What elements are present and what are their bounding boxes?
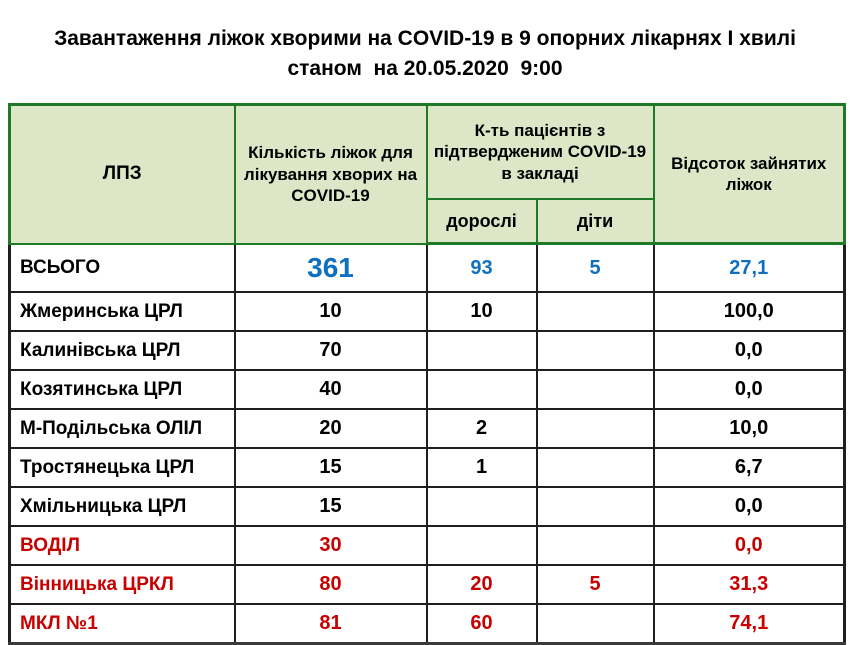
adults-value: 93 bbox=[427, 244, 537, 293]
beds-value: 70 bbox=[235, 331, 427, 370]
table-header bbox=[10, 105, 845, 244]
adults-value: 60 bbox=[427, 604, 537, 644]
percent-value: 0,0 bbox=[654, 331, 845, 370]
hospital-name: МКЛ №1 bbox=[10, 604, 235, 644]
table-row bbox=[10, 292, 845, 331]
hospital-name: ВОДІЛ bbox=[10, 526, 235, 565]
adults-value: 20 bbox=[427, 565, 537, 604]
beds-value: 10 bbox=[235, 292, 427, 331]
adults-value bbox=[427, 487, 537, 526]
children-value bbox=[537, 487, 654, 526]
children-value bbox=[537, 604, 654, 644]
percent-value: 0,0 bbox=[654, 526, 845, 565]
header-patients: К-ть пацієнтів з підтвердженим COVID-19 в закладі bbox=[427, 105, 654, 200]
beds-value: 80 bbox=[235, 565, 427, 604]
table-row bbox=[10, 370, 845, 409]
header-adults: дорослі bbox=[427, 199, 537, 244]
children-value bbox=[537, 370, 654, 409]
percent-value: 0,0 bbox=[654, 370, 845, 409]
children-value bbox=[537, 292, 654, 331]
children-value bbox=[537, 409, 654, 448]
header-percent: Відсоток зайнятих ліжок bbox=[654, 105, 845, 244]
table-row-alert bbox=[10, 604, 845, 644]
adults-value: 2 bbox=[427, 409, 537, 448]
hospital-name: Тростянецька ЦРЛ bbox=[10, 448, 235, 487]
children-value bbox=[537, 526, 654, 565]
beds-value: 30 bbox=[235, 526, 427, 565]
adults-value bbox=[427, 331, 537, 370]
table-row-alert bbox=[10, 526, 845, 565]
percent-value: 74,1 bbox=[654, 604, 845, 644]
table-row-alert bbox=[10, 565, 845, 604]
hospital-name: Хмільницька ЦРЛ bbox=[10, 487, 235, 526]
children-value: 5 bbox=[537, 565, 654, 604]
page-title bbox=[0, 0, 850, 85]
children-value bbox=[537, 331, 654, 370]
hospital-name: Вінницька ЦРКЛ bbox=[10, 565, 235, 604]
beds-value: 81 bbox=[235, 604, 427, 644]
children-value bbox=[537, 448, 654, 487]
percent-value: 6,7 bbox=[654, 448, 845, 487]
hospital-name: Калинівська ЦРЛ bbox=[10, 331, 235, 370]
adults-value bbox=[427, 370, 537, 409]
table-row bbox=[10, 331, 845, 370]
adults-value: 1 bbox=[427, 448, 537, 487]
header-children: діти bbox=[537, 199, 654, 244]
beds-value: 15 bbox=[235, 448, 427, 487]
children-value: 5 bbox=[537, 244, 654, 293]
table-row-total bbox=[10, 244, 845, 293]
percent-value: 10,0 bbox=[654, 409, 845, 448]
hospital-name: Жмеринська ЦРЛ bbox=[10, 292, 235, 331]
table-row bbox=[10, 487, 845, 526]
percent-value: 100,0 bbox=[654, 292, 845, 331]
hospital-name: Козятинська ЦРЛ bbox=[10, 370, 235, 409]
percent-value: 0,0 bbox=[654, 487, 845, 526]
beds-value: 20 bbox=[235, 409, 427, 448]
beds-value: 40 bbox=[235, 370, 427, 409]
bed-occupancy-table bbox=[8, 103, 846, 645]
table-row bbox=[10, 448, 845, 487]
hospital-name: ВСЬОГО bbox=[10, 244, 235, 293]
hospital-name: М-Подільська ОЛІЛ bbox=[10, 409, 235, 448]
title-line-2: станом на 20.05.2020 9:00 bbox=[287, 57, 563, 81]
adults-value bbox=[427, 526, 537, 565]
header-lpz: ЛПЗ bbox=[10, 105, 235, 244]
percent-value: 27,1 bbox=[654, 244, 845, 293]
table-body bbox=[10, 244, 845, 644]
beds-value: 15 bbox=[235, 487, 427, 526]
beds-value: 361 bbox=[235, 244, 427, 293]
header-beds: Кількість ліжок для лікування хворих на COVID-19 bbox=[235, 105, 427, 244]
adults-value: 10 bbox=[427, 292, 537, 331]
percent-value: 31,3 bbox=[654, 565, 845, 604]
table-row bbox=[10, 409, 845, 448]
title-line-1: Завантаження ліжок хворими на COVID-19 в 9 опорних лікарнях І хвилі bbox=[54, 27, 796, 50]
